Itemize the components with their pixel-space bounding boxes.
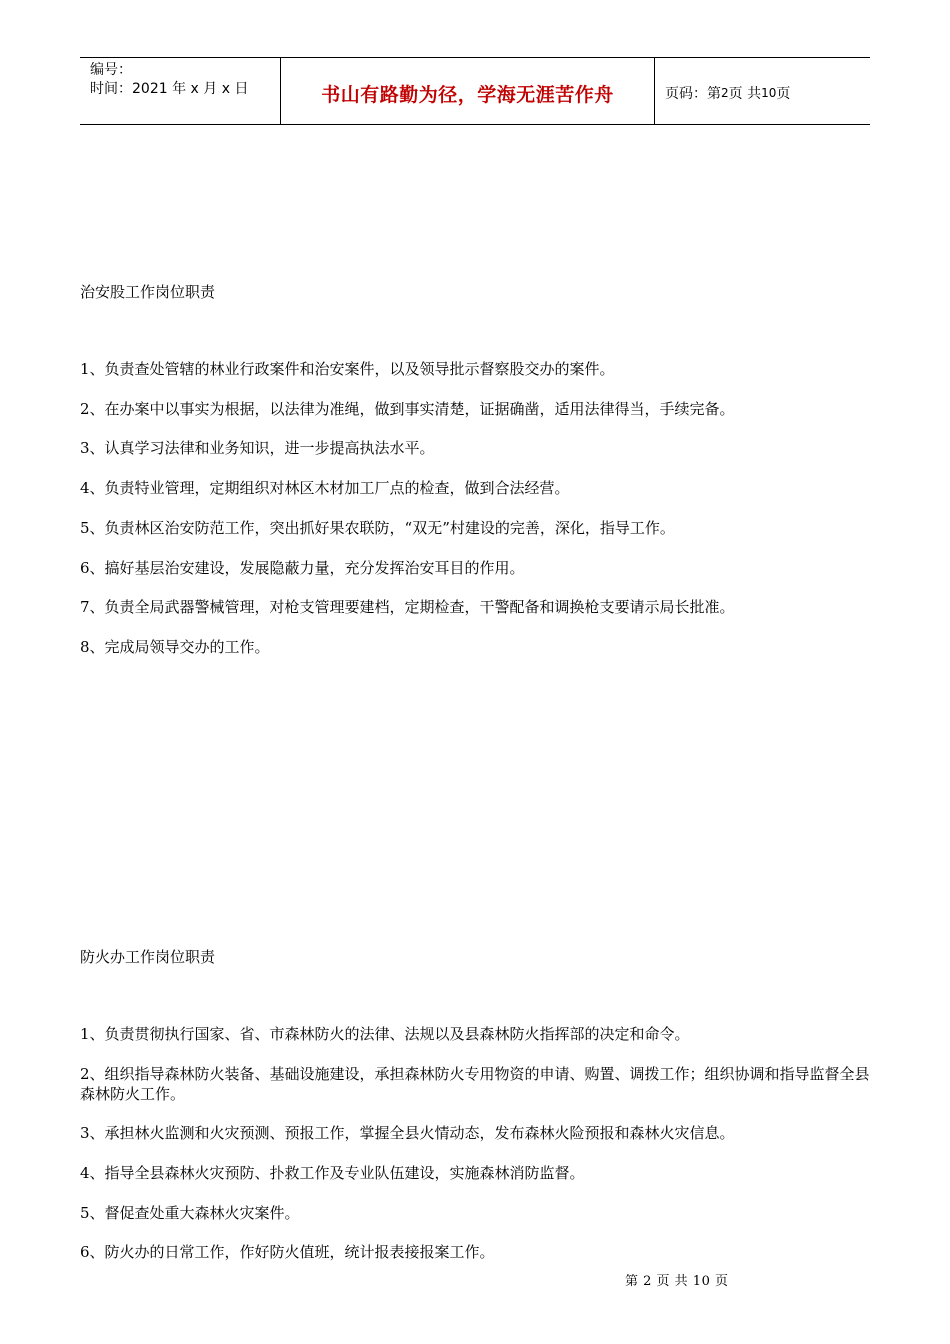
list-item: 6、防火办的日常工作，作好防火值班，统计报表接报案工作。 (80, 1243, 495, 1261)
list-item: 1、负责查处管辖的林业行政案件和治安案件，以及领导批示督察股交办的案件。 (80, 360, 615, 378)
list-item: 8、完成局领导交办的工作。 (80, 638, 270, 656)
list-item: 2、组织指导森林防火装备、基础设施建设，承担森林防火专用物资的申请、购置、调拨工作；组织协调和指导监督全县森林防火工作。 (80, 1065, 870, 1103)
list-item: 5、负责林区治安防范工作，突出抓好果农联防，“双无”村建设的完善，深化，指导工作。 (80, 519, 675, 537)
list-item: 6、搞好基层治安建设，发展隐蔽力量，充分发挥治安耳目的作用。 (80, 559, 525, 577)
number-label: 编号： (90, 62, 132, 78)
list-item: 2、在办案中以事实为根据，以法律为准绳，做到事实清楚，证据确凿，适用法律得当，手续完备。 (80, 400, 735, 418)
list-item: 5、督促查处重大森林火灾案件。 (80, 1204, 300, 1222)
page-total: 10 (761, 85, 777, 100)
header-motto: 书山有路勤为径，学海无涯苦作舟 (281, 58, 655, 124)
list-item: 4、指导全县森林火灾预防、扑救工作及专业队伍建设，实施森林消防监督。 (80, 1164, 585, 1182)
page-prefix: 页码：第 (665, 85, 721, 102)
section-title-security: 治安股工作岗位职责 (80, 283, 216, 301)
time-label: 时间：2021 年 x 月 x 日 (90, 81, 249, 97)
list-item: 3、承担林火监测和火灾预测、预报工作，掌握全县火情动态，发布森林火险预报和森林火灾信息。 (80, 1124, 735, 1142)
list-item: 3、认真学习法律和业务知识，进一步提高执法水平。 (80, 439, 435, 457)
page-number: 2 (721, 85, 729, 100)
section-title-fire-prevention: 防火办工作岗位职责 (80, 948, 216, 966)
list-item: 4、负责特业管理，定期组织对林区木材加工厂点的检查，做到合法经营。 (80, 479, 570, 497)
list-item: 7、负责全局武器警械管理，对枪支管理要建档，定期检查，干警配备和调换枪支要请示局长批准。 (80, 598, 735, 616)
page-mid: 页 共 (728, 85, 762, 102)
page-footer: 第 2 页 共 10 页 (625, 1274, 729, 1289)
header-page-info (655, 58, 870, 124)
list-item: 1、负责贯彻执行国家、省、市森林防火的法律、法规以及县森林防火指挥部的决定和命令。 (80, 1025, 690, 1043)
page-suffix: 页 (776, 85, 791, 102)
header-meta (80, 58, 281, 124)
page-header (80, 57, 870, 125)
